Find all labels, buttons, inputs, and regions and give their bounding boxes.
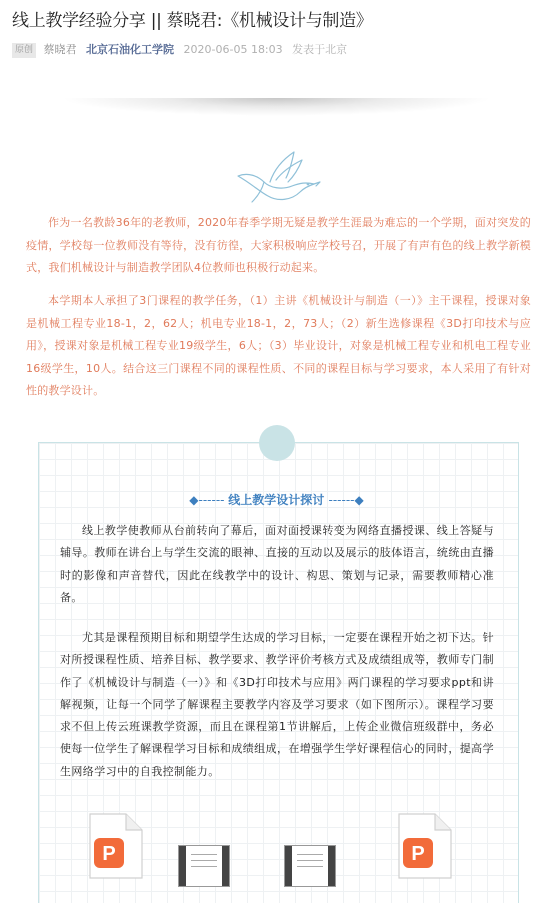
- intro-paragraph-2: 本学期本人承担了3门课程的教学任务，（1）主讲《机械设计与制造（一）》主干课程，授课对象是机械工程专业18-1，2，62人；机电专业18-1，2，73人；（2）新生选修课程《3D打印技术与应用》，授课对象是机械工程专业19级学生，6人；（3）毕业设计，对象是机械工程专业和机电工程专业16级学生，10人。结合这三门课程不同的课程性质、不同的课程目标与学习要求，本人采用了有针对性的教学设计。: [26, 294, 531, 397]
- thumb-line: [297, 860, 323, 861]
- thumb-line: [191, 860, 217, 861]
- heading-deco-right: ------◆: [328, 493, 364, 507]
- thumb-line: [191, 854, 217, 855]
- article-meta: [12, 41, 347, 59]
- article-title: 线上教学经验分享 || 蔡晓君:《机械设计与制造》: [12, 11, 373, 31]
- video-thumbnail-2[interactable]: [284, 845, 336, 887]
- author-name: 蔡晓君: [43, 43, 77, 56]
- account-name-link[interactable]: 北京石油化工学院: [86, 43, 175, 56]
- decorative-circle: [259, 425, 295, 461]
- divider-shadow: [60, 98, 493, 116]
- ppt-letter: P: [411, 843, 425, 865]
- section-paragraph-1: 线上教学使教师从台前转向了幕后，面对面授课转变为网络直播授课、线上答疑与辅导。教师在讲台上与学生交流的眼神、直接的互动以及展示的肢体语言，统统由直播时的影像和声音替代，因此在线教学中的设计、构思、策划与记录，需要教师精心准备。: [60, 524, 494, 604]
- publish-date: 2020-06-05 18:03: [183, 43, 283, 56]
- publish-location: 发表于北京: [292, 43, 348, 56]
- original-badge: 原创: [12, 43, 36, 58]
- film-strip-right: [222, 846, 229, 886]
- video-thumbnail-1[interactable]: [178, 845, 230, 887]
- section-paragraph-2: 尤其是课程预期目标和期望学生达成的学习目标，一定要在课程开始之初下达。针对所授课程性质、培养目标、教学要求、教学评价考核方式及成绩组成等，教师专门制作了《机械设计与制造（一）》和《3D打印技术与应用》两门课程的学习要求ppt和讲解视频，让每一个同学了解课程主要教学内容及学习要求（如下图所示）。课程学习要求不但上传云班课教学资源，而且在课程第1节讲解后，上传企业微信班级群中，务必使每一位学生了解课程学习目标和成绩组成，在增强学生学好课程信心的同时，提高学生网络学习中的自我控制能力。: [60, 631, 494, 778]
- ppt-letter: P: [102, 843, 116, 865]
- ppt-file-icon[interactable]: [86, 812, 144, 880]
- film-strip-left: [285, 846, 292, 886]
- dove-icon: [230, 146, 322, 210]
- film-strip-left: [179, 846, 186, 886]
- thumb-line: [297, 854, 323, 855]
- film-strip-right: [328, 846, 335, 886]
- section-heading-text: 线上教学设计探讨: [228, 493, 325, 507]
- thumb-line: [297, 866, 323, 867]
- ppt-file-icon[interactable]: [395, 812, 453, 880]
- section-heading: [0, 491, 553, 509]
- heading-deco-left: ◆------: [189, 493, 229, 507]
- thumb-line: [191, 866, 217, 867]
- intro-paragraph-1: 作为一名教龄36年的老教师，2020年春季学期无疑是教学生涯最为难忘的一个学期，面对突发的疫情，学校每一位教师没有等待，没有彷徨，大家积极响应学校号召，开展了有声有色的线上教学新模式，我们机械设计与制造教学团队4位教师也积极行动起来。: [26, 216, 531, 274]
